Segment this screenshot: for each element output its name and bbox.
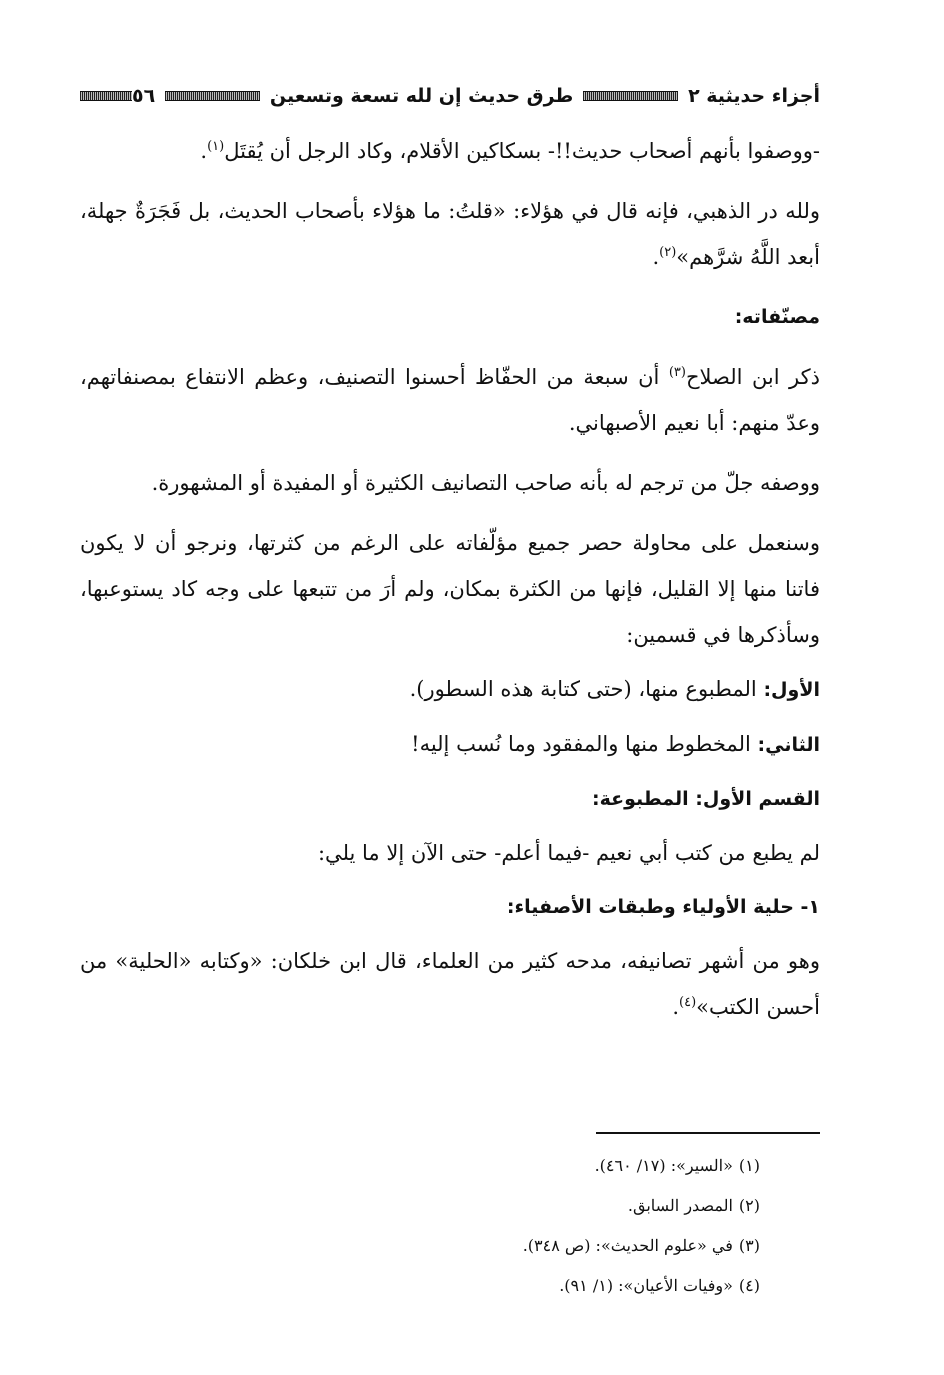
paragraph: ووصفه جلّ من ترجم له بأنه صاحب التصانيف الكثيرة أو المفيدة أو المشهورة. — [151, 471, 820, 495]
paragraph: وهو من أشهر تصانيفه، مدحه كثير من العلماء، قال ابن خلكان: «وكتابه «الحلية» من أحسن الكتب»$^{(٤)}$. — [80, 949, 820, 1019]
list-item: الثاني: المخطوط منها والمفقود وما نُسب إليه! — [411, 732, 820, 756]
paragraph: ذكر ابن الصلاح$^{(٣)}$ أن سبعة من الحفّاظ أحسنوا التصنيف، وعظم الانتفاع بمصنفاتهم، وعدّ منهم: أبا نعيم الأصبهاني. — [80, 365, 820, 435]
footnote: (١)«السير»: (١٧/ ٤٦٠). — [594, 1156, 760, 1175]
section-heading: القسم الأول: المطبوعة: — [592, 788, 820, 810]
header-rule — [165, 91, 260, 101]
header-rule — [80, 91, 132, 101]
body-text — [80, 128, 820, 1030]
running-title: طرق حديث إن لله تسعة وتسعين — [269, 85, 574, 107]
running-header — [80, 76, 820, 116]
footnote-ref: (٤) — [679, 995, 697, 1010]
list-item: الأول: المطبوع منها، (حتى كتابة هذه السطور). — [409, 677, 820, 701]
paragraph: ولله در الذهبي، فإنه قال في هؤلاء: «قلتُ: ما هؤلاء بأصحاب الحديث، بل فَجَرَةٌ جهلة، أبعد اللَّهُ شرَّهم»$^{(٢)}$. — [80, 199, 820, 269]
footnote-separator — [596, 1132, 820, 1134]
header-rule — [583, 91, 678, 101]
page-number: ٥٦ — [131, 85, 156, 107]
footnotes — [80, 1146, 760, 1306]
footnote-ref: (٣) — [668, 365, 686, 380]
paragraph: لم يطبع من كتب أبي نعيم -فيما أعلم- حتى الآن إلا ما يلي: — [317, 841, 820, 865]
footnote: (٤)«وفيات الأعيان»: (١/ ٩١). — [559, 1276, 760, 1295]
footnote-ref: (١) — [207, 139, 225, 154]
footnote: (٣)في «علوم الحديث»: (ص ٣٤٨). — [522, 1236, 760, 1255]
footnote-ref: (٢) — [659, 245, 677, 260]
footnote: (٢)المصدر السابق. — [627, 1196, 760, 1215]
paragraph: -ووصفوا بأنهم أصحاب حديث!!- بسكاكين الأقلام، وكاد الرجل أن يُقتَل$^{(١)}$. — [200, 139, 820, 163]
section-heading: مصنّفاته: — [734, 306, 820, 328]
paragraph: وسنعمل على محاولة حصر جميع مؤلّفاته على الرغم من كثرتها، ونرجو أن لا يكون فاتنا منها إلا القليل، فإنها من الكثرة بمكان، ولم أرَ من تتبعها على وجه كاد يستوعبها، وسأذكرها في قسمين: — [80, 531, 820, 647]
book-heading: ١- حلية الأولياء وطبقات الأصفياء: — [506, 896, 820, 918]
series-title: أجزاء حديثية ٢ — [688, 85, 820, 107]
